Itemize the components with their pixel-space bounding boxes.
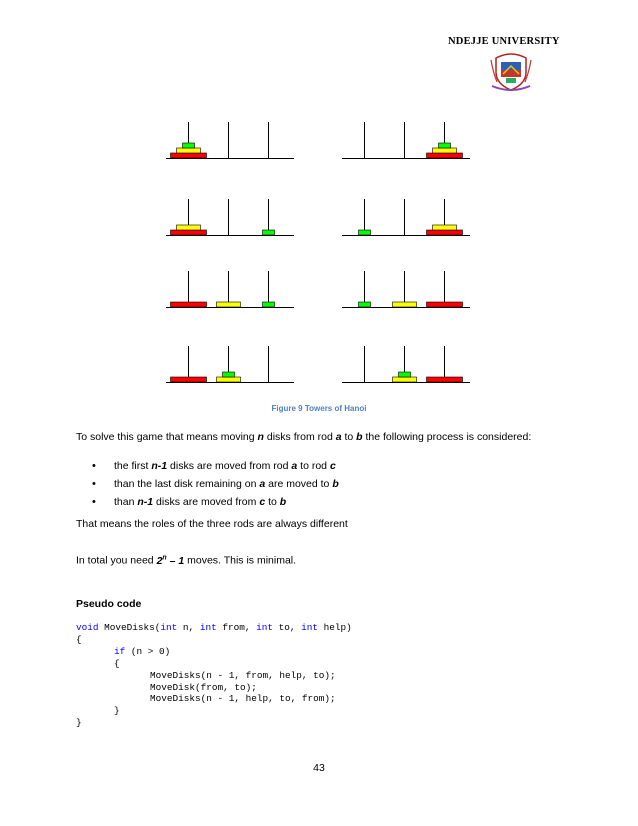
hanoi-disk-small	[223, 372, 235, 377]
hanoi-disk-medium	[217, 377, 241, 382]
code-line: }	[76, 717, 82, 729]
hanoi-disk-small	[359, 302, 371, 307]
hanoi-disk-large	[427, 153, 463, 158]
hanoi-disk-medium	[217, 302, 241, 307]
hanoi-disk-small	[183, 143, 195, 148]
code-line: MoveDisk(from, to);	[150, 681, 257, 693]
hanoi-disk-large	[171, 377, 207, 382]
towers-of-hanoi-figure	[160, 118, 470, 393]
hanoi-disk-medium	[393, 302, 417, 307]
roles-paragraph: That means the roles of the three rods are always different	[76, 518, 348, 530]
hanoi-disk-small	[439, 143, 451, 148]
hanoi-disk-large	[427, 302, 463, 307]
code-line: {	[114, 657, 120, 669]
hanoi-disk-medium	[393, 377, 417, 382]
figure-caption: Figure 9 Towers of Hanoi	[271, 404, 367, 413]
code-line: }	[114, 705, 120, 717]
list-item: • the first n-1 disks are moved from rod a to rod c	[92, 460, 339, 478]
hanoi-disk-medium	[177, 148, 201, 153]
total-moves-paragraph: In total you need 2$^n$ – 1 moves. This is minimal.	[76, 554, 297, 567]
university-header: NDEJJE UNIVERSITY	[448, 36, 560, 47]
hanoi-disk-medium	[177, 225, 201, 230]
hanoi-disk-small	[263, 230, 275, 235]
hanoi-disk-medium	[433, 225, 457, 230]
hanoi-disk-large	[427, 377, 463, 382]
hanoi-disk-large	[171, 153, 207, 158]
hanoi-disk-small	[263, 302, 275, 307]
code-line: {	[76, 633, 82, 645]
pseudo-code-heading: Pseudo code	[76, 598, 142, 610]
process-list	[92, 460, 339, 514]
code-line: MoveDisks(n - 1, from, help, to);	[150, 669, 336, 681]
code-line: if (n > 0)	[114, 645, 171, 657]
code-line: MoveDisks(n - 1, help, to, from);	[150, 693, 336, 705]
hanoi-disk-large	[171, 230, 207, 235]
list-item: • than n-1 disks are moved from c to b	[92, 496, 339, 514]
hanoi-disk-small	[359, 230, 371, 235]
page-number: 43	[313, 762, 325, 774]
hanoi-disk-small	[399, 372, 411, 377]
code-line: void MoveDisks(int n, int from, int to, int help)	[76, 622, 352, 633]
intro-paragraph: To solve this game that means moving n disks from rod a to b the following process is considered:	[76, 431, 532, 443]
university-crest-logo	[490, 52, 532, 92]
hanoi-disk-large	[427, 230, 463, 235]
pseudo-code-block	[76, 622, 352, 729]
hanoi-disk-large	[171, 302, 207, 307]
list-item: • than the last disk remaining on a are moved to b	[92, 478, 339, 496]
hanoi-disk-medium	[433, 148, 457, 153]
